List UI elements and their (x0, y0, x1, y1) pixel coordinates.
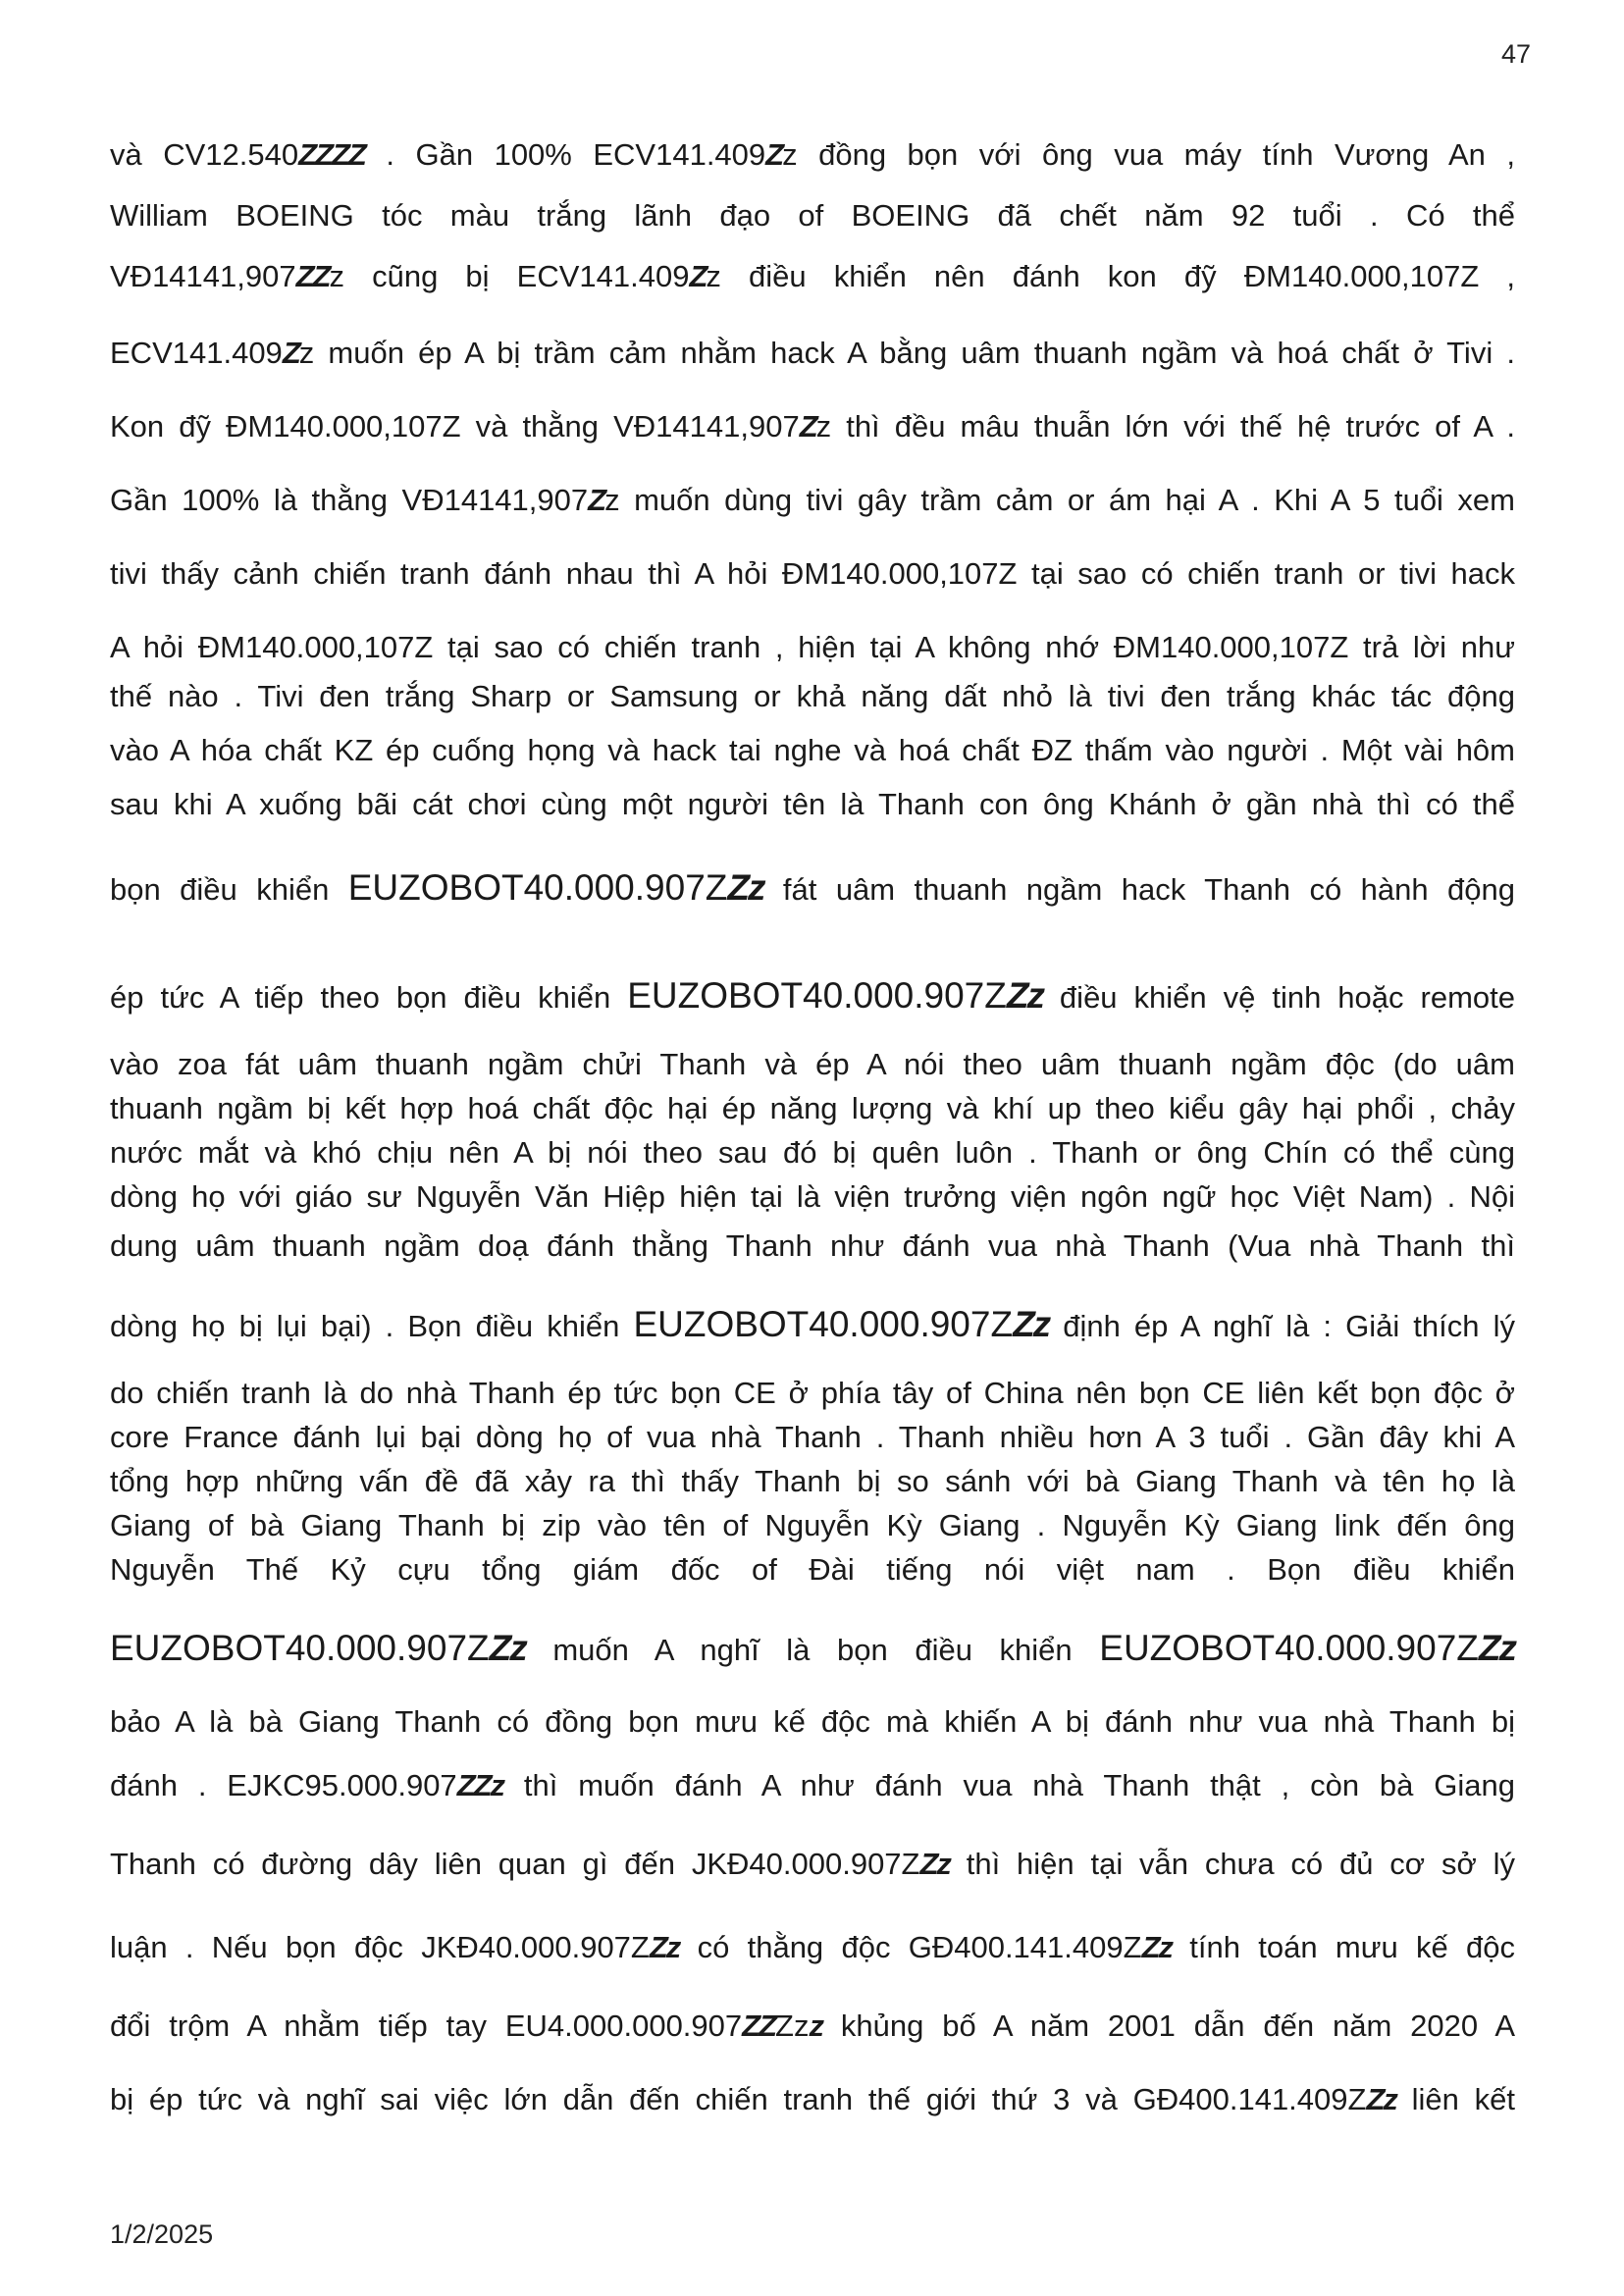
text-line (110, 785, 1515, 824)
text-segment: A hỏi ĐM140.000,107Z tại sao có chiến tranh , hiện tại A không nhớ ĐM140.000,107Z trả lời như (110, 630, 1515, 664)
text-segment: đánh . EJKC95.000.907 (110, 1768, 457, 1802)
z-glyph: Zz (1013, 1304, 1050, 1344)
text-segment: và CV12.540 (110, 137, 299, 172)
text-line (110, 1702, 1515, 1742)
text-segment: muốn A nghĩ là bọn điều khiển (525, 1633, 1100, 1667)
text-segment: z muốn ép A bị trầm cảm nhằm hack A bằng uâm thuanh ngầm và hoá chất ở Tivi . (298, 336, 1515, 370)
text-line (110, 1045, 1515, 1084)
z-glyph: Z (456, 1768, 474, 1802)
text-segment: thuanh ngầm bị kết hợp hoá chất độc hại ép năng lượng và khí up theo kiểu gây hại phổi , chảy (110, 1091, 1515, 1125)
text-segment: Thanh có đường dây liên quan gì đến JKĐ40.000.907Z (110, 1847, 920, 1881)
z-glyph: Z (799, 409, 816, 444)
z-glyph: Z (689, 259, 707, 293)
text-segment: vào A hóa chất KZ ép cuống họng và hack tai nghe và hoá chất ĐZ thấm vào người . Một vài hôm (110, 733, 1515, 767)
text-line (110, 2007, 1515, 2046)
z-glyph: Zz (1141, 1930, 1172, 1964)
text-segment: bọn điều khiển (110, 872, 348, 907)
text-line (110, 1133, 1515, 1173)
text-segment: do chiến tranh là do nhà Thanh ép tức bọn CE ở phía tây of China nên bọn CE liên kết bọn độc ở (110, 1376, 1515, 1410)
text-line (110, 1766, 1515, 1805)
text-segment: thì hiện tại vẫn chưa có đủ cơ sở lý (949, 1847, 1515, 1881)
text-segment: Zz (775, 2009, 810, 2043)
z-glyph: ZZ (295, 259, 330, 293)
text-segment: tivi thấy cảnh chiến tranh đánh nhau thì A hỏi ĐM140.000,107Z tại sao có chiến tranh or tivi hack (110, 556, 1515, 591)
text-segment: bị ép tức và nghĩ sai việc lớn dẫn đến chiến tranh thế giới thứ 3 và GĐ400.141.409Z (110, 2082, 1367, 2116)
z-glyph: Zz (919, 1847, 950, 1881)
text-segment: EUZOBOT40.000.907Z (110, 1628, 490, 1668)
text-segment: Giang of bà Giang Thanh bị zip vào tên of Nguyễn Kỳ Giang . Nguyễn Kỳ Giang link đến ông (110, 1508, 1515, 1542)
text-segment: ECV141.409 (110, 336, 283, 370)
text-segment: core France đánh lụi bại dòng họ of vua nhà Thanh . Thanh nhiều hơn A 3 tuổi . Gần đây khi A (110, 1420, 1515, 1454)
text-line (110, 1418, 1515, 1457)
footer-date: 1/2/2025 (110, 2219, 214, 2249)
text-line (110, 1629, 1515, 1670)
text-line (110, 1845, 1515, 1884)
z-glyph: Zz (1366, 2082, 1396, 2116)
text-segment: nước mắt và khó chịu nên A bị nói theo sau đó bị quên luôn . Thanh or ông Chín có thể cùng (110, 1135, 1515, 1170)
text-line (110, 1089, 1515, 1128)
text-line (110, 1226, 1515, 1266)
text-segment: định ép A nghĩ là : Giải thích lý (1049, 1309, 1515, 1343)
text-segment: tổng hợp những vấn đề đã xảy ra thì thấy Thanh bị so sánh với bà Giang Thanh và tên họ là (110, 1464, 1515, 1498)
z-glyph: Zz (1006, 975, 1043, 1016)
text-segment: William BOEING tóc màu trắng lãnh đạo of BOEING đã chết năm 92 tuổi . Có thể (110, 198, 1515, 233)
text-line (110, 1550, 1515, 1590)
z-glyph: Z (727, 867, 748, 908)
page-number: 47 (1500, 39, 1531, 69)
text-segment: EUZOBOT40.000.907Z (633, 1304, 1014, 1344)
text-segment: EUZOBOT40.000.907Z (627, 975, 1007, 1016)
text-segment: Kon đỹ ĐM140.000,107Z và thằng VĐ14141,907 (110, 409, 800, 444)
text-line (110, 1305, 1515, 1346)
z-glyph: Zz (473, 1768, 504, 1802)
text-line (110, 554, 1515, 594)
text-segment: điều khiển vệ tinh hoặc remote (1042, 980, 1515, 1015)
text-segment: Nguyễn Thế Kỷ cựu tổng giám đốc of Đài tiếng nói việt nam . Bọn điều khiển (110, 1552, 1515, 1587)
text-segment: Gần 100% là thằng VĐ14141,907 (110, 483, 589, 517)
text-segment: thì muốn đánh A như đánh vua nhà Thanh thật , còn bà Giang (503, 1768, 1515, 1802)
text-line (110, 868, 1515, 910)
text-line (110, 334, 1515, 373)
z-glyph: z (747, 867, 764, 908)
text-segment: có thằng độc GĐ400.141.409Z (679, 1930, 1142, 1964)
text-segment: liên kết (1395, 2082, 1516, 2116)
z-glyph: Zz (1478, 1628, 1515, 1668)
text-line (110, 1506, 1515, 1545)
text-line (110, 257, 1515, 296)
text-line (110, 135, 1515, 175)
text-segment: fát uâm thuanh ngầm hack Thanh có hành động (763, 872, 1516, 907)
text-segment: ép tức A tiếp theo bọn điều khiển (110, 980, 628, 1015)
text-segment: dòng họ với giáo sư Nguyễn Văn Hiệp hiện tại là viện trưởng viện ngôn ngữ học Việt Nam) . Nội (110, 1179, 1515, 1214)
text-segment: tính toán mưu kế độc (1172, 1930, 1515, 1964)
z-glyph: ZZ (742, 2009, 776, 2043)
text-segment: z cũng bị ECV141.409 (329, 259, 690, 293)
z-glyph: Z (765, 137, 783, 172)
text-segment: z thì đều mâu thuẫn lớn với thế hệ trước of A . (815, 409, 1515, 444)
text-line (110, 1177, 1515, 1217)
text-line (110, 407, 1515, 446)
text-line (110, 1928, 1515, 1967)
text-line (110, 196, 1515, 235)
text-segment: dòng họ bị lụi bại) . Bọn điều khiển (110, 1309, 634, 1343)
text-segment: thế nào . Tivi đen trắng Sharp or Samsung or khả năng dất nhỏ là tivi đen trắng khác tác động (110, 679, 1515, 713)
text-segment: dung uâm thuanh ngầm doạ đánh thằng Thanh như đánh vua nhà Thanh (Vua nhà Thanh thì (110, 1228, 1515, 1263)
z-glyph: Zz (489, 1628, 526, 1668)
z-glyph: ZZZZ (298, 137, 365, 172)
text-segment: . Gần 100% ECV141.409 (364, 137, 766, 172)
text-segment: VĐ14141,907 (110, 259, 296, 293)
text-line (110, 731, 1515, 770)
z-glyph: z (809, 2009, 822, 2043)
text-segment: vào zoa fát uâm thuanh ngầm chửi Thanh và ép A nói theo uâm thuanh ngầm độc (do uâm (110, 1047, 1515, 1081)
text-line (110, 481, 1515, 520)
text-segment: luận . Nếu bọn độc JKĐ40.000.907Z (110, 1930, 650, 1964)
z-glyph: Zz (649, 1930, 680, 1964)
text-segment: z đồng bọn với ông vua máy tính Vương An , (782, 137, 1515, 172)
z-glyph: Z (588, 483, 605, 517)
text-line (110, 628, 1515, 667)
text-segment: EUZOBOT40.000.907Z (347, 867, 728, 908)
text-segment: đổi trộm A nhằm tiếp tay EU4.000.000.907 (110, 2009, 743, 2043)
text-segment: z điều khiển nên đánh kon đỹ ĐM140.000,107Z , (706, 259, 1515, 293)
text-line (110, 976, 1515, 1018)
text-line (110, 1462, 1515, 1501)
text-line (110, 2080, 1515, 2119)
text-segment: bảo A là bà Giang Thanh có đồng bọn mưu kế độc mà khiến A bị đánh như vua nhà Thanh bị (110, 1704, 1515, 1739)
text-segment: khủng bố A năm 2001 dẫn đến năm 2020 A (821, 2009, 1515, 2043)
text-segment: EUZOBOT40.000.907Z (1099, 1628, 1479, 1668)
text-line (110, 677, 1515, 716)
text-segment: sau khi A xuống bãi cát chơi cùng một người tên là Thanh con ông Khánh ở gần nhà thì có thể (110, 787, 1515, 821)
text-segment: z muốn dùng tivi gây trầm cảm or ám hại A . Khi A 5 tuổi xem (604, 483, 1515, 517)
z-glyph: Z (282, 336, 299, 370)
text-line (110, 1374, 1515, 1413)
